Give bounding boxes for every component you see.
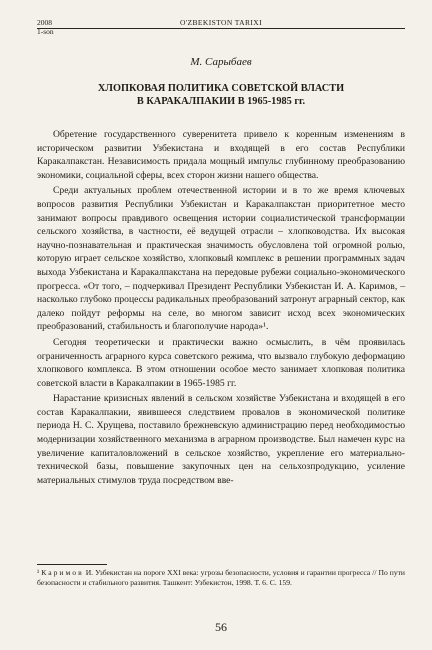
paragraph: Нарастание кризисных явлений в сельском хозяйстве Узбекистана и входящей в его состав Каракалпакии, явившееся следствием провалов в экономической политике периода Н. С. Хрущева, поставило брежневскую администрацию перед необходимостью модернизации хозяйственного механизма в аграрном производстве. Был намечен курс на увеличение капиталовложений в сельское хозяйство, укрепление его материально-технической базы, повышение закупочных цен на сельхозпродукцию, усиление материальных стимулов труда посредством вве- (37, 393, 405, 486)
footnote (37, 568, 405, 588)
paragraph: Сегодня теоретически и практически важно осмыслить, в чём проявилась ограниченность аграрного курса советского режима, что вызвало глубокую деформацию хлопкового комплекса. В этом отношении особое место занимает хлопковая политика советской власти в Каракалпакии в 1965-1985 гг. (37, 336, 405, 389)
page-number: 56 (215, 620, 227, 634)
article-title-line-1: ХЛОПКОВАЯ ПОЛИТИКА СОВЕТСКОЙ ВЛАСТИ (97, 83, 345, 94)
article-title (37, 82, 405, 108)
footnote-rule (37, 564, 107, 565)
article-author: М. Сарыбаев (190, 56, 252, 68)
header-rule (37, 28, 405, 29)
footnote-marker: ¹ (37, 568, 40, 577)
footnote-text: И. Узбекистан на пороге XXI века: угрозы безопасности, условия и гарантии прогресса // По пути безопасности и стабильного развития. Ташкент: Узбекистон, 1998. Т. 6. С. 159. (37, 568, 405, 587)
paragraph: Обретение государственного суверенитета привело к коренным изменениям в историческом развитии Узбекистана и входящей в его состав Республики Каракалпакстан. Независимость придала мощный импульс глубинному преобразованию экономики, социальной сферы, всех сторон жизни нашего общества. (37, 129, 405, 181)
header-issue: 1-son (37, 27, 54, 36)
paragraph: Среди актуальных проблем отечественной истории и в то же время ключевых вопросов развития Республики Узбекистан и Каракалпакстан приоритетное место занимают вопросы правдивого освещения истории социалистической трансформации сельского хозяйства, в частности, её ведущей отрасли – хлопководства. Их высокая научно-познавательная и практическая значимость обусловлена той огромной ролью, которую играет сельское хозяйство, хлопковый комплекс в решении программных задач выхода Узбекистана и Каракалпакстана на передовые рубежи социально-экономического прогресса. «От того, – подчеркивал Президент Республики Узбекистан И. А. Каримов, – насколько глубоко процессы радикальных преобразований затронут аграрный сектор, как далеко пойдут реформы на селе, во многом зависит исход всех экономических преобразований, стабильность и благополучие народа»¹. (37, 185, 405, 333)
header-journal-title: O'ZBEKISTON TARIXI (179, 18, 263, 27)
footnote-author: Каримов (41, 568, 84, 577)
article-body (37, 128, 405, 487)
header-year: 2008 (37, 18, 52, 27)
article-title-line-2: В КАРАКАЛПАКИИ В 1965-1985 гг. (136, 96, 306, 107)
